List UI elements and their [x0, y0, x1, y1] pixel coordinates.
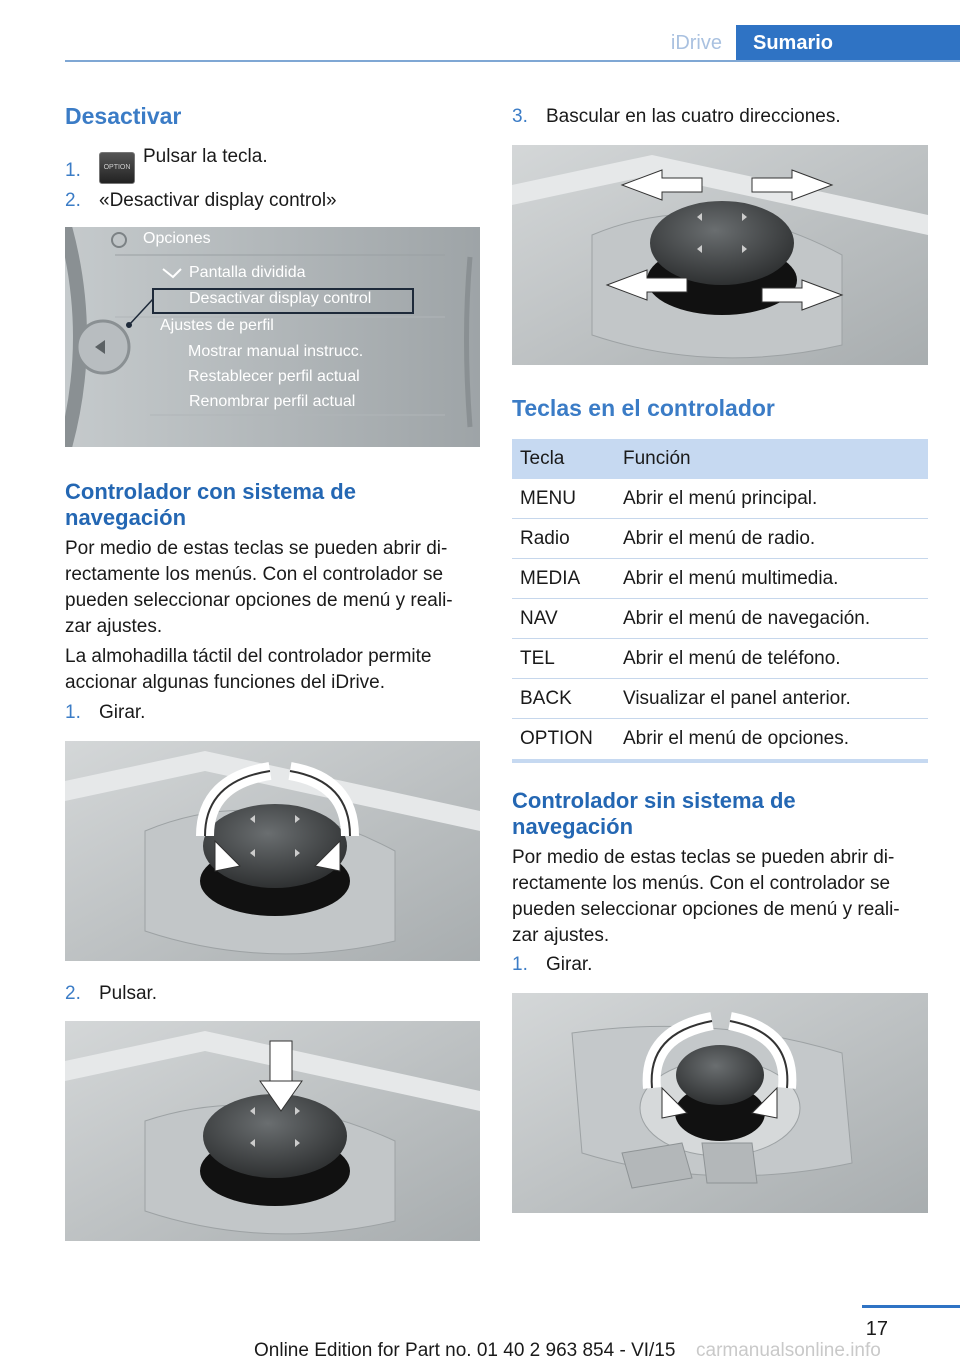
desactivar-heading: Desactivar	[65, 103, 182, 129]
footer-edition: Online Edition for Part no. 01 40 2 963 854 - VI/15	[254, 1340, 676, 1361]
controller-nonav-rotate-figure	[512, 993, 928, 1213]
footer-rule	[862, 1305, 960, 1308]
list-item	[65, 188, 485, 214]
table-row: NAV Abrir el menú de navegación.	[512, 599, 928, 639]
nav-paragraph-2: La almohadilla táctil del controlador permite accionar algunas funciones del iDrive.	[65, 646, 432, 693]
step-number: 1.	[65, 160, 81, 181]
nav-section-heading: Controlador con sistema de navegación	[65, 479, 356, 530]
list-item: 1. Girar.	[65, 702, 146, 723]
keys-section-heading: Teclas en el controlador	[512, 395, 775, 421]
table-header-cell: Función	[623, 448, 691, 469]
table-row: TEL Abrir el menú de teléfono.	[512, 639, 928, 679]
footer-watermark: carmanualsonline.info	[696, 1340, 881, 1361]
option-key-icon: OPTION	[99, 152, 135, 184]
header-tab-sumario[interactable]: Sumario	[736, 25, 960, 61]
list-item: 3. Bascular en las cuatro direcciones.	[512, 106, 841, 127]
table-row: MENU Abrir el menú principal.	[512, 479, 928, 519]
step-number: 2.	[65, 190, 81, 211]
table-header-cell: Tecla	[520, 448, 565, 469]
table-row: MEDIA Abrir el menú multimedia.	[512, 559, 928, 599]
table-row: OPTION Abrir el menú de opciones.	[520, 728, 850, 749]
controller-rotate-figure	[65, 741, 480, 961]
screen-item-mostrar: Mostrar manual instrucc.	[188, 343, 364, 360]
nav-paragraph-1: Por medio de estas teclas se pueden abrir di‐ rectamente los menús. Con el controlador se pueden seleccionar opciones de menú y reali‐ zar ajustes.	[65, 538, 453, 637]
nonav-paragraph-1: Por medio de estas teclas se pueden abrir di‐ rectamente los menús. Con el controlador se pueden seleccionar opciones de menú y reali‐ zar ajustes.	[512, 847, 900, 946]
keys-table	[512, 439, 928, 759]
screen-item-ajustes: Ajustes de perfil	[160, 317, 274, 334]
header-tab-idrive[interactable]: iDrive	[670, 32, 722, 54]
screen-title: Opciones	[143, 230, 211, 247]
page-number: 17	[865, 1318, 888, 1340]
screen-item-desactivar: Desactivar display control	[189, 290, 372, 307]
list-item: 2. Pulsar.	[65, 983, 158, 1004]
nonav-section-heading: Controlador sin sistema de navegación	[512, 788, 796, 839]
table-header-row	[512, 439, 928, 479]
controller-press-figure	[65, 1021, 480, 1241]
screen-item-restablecer: Restablecer perfil actual	[188, 368, 360, 385]
table-row: BACK Visualizar el panel anterior.	[512, 679, 928, 719]
list-item: 1. Girar.	[512, 954, 593, 975]
options-screen-figure	[65, 227, 480, 447]
list-item	[65, 146, 485, 188]
table-end-rule	[512, 759, 928, 763]
step-text: «Desactivar display control»	[99, 190, 337, 211]
screen-item-pantalla-dividida: Pantalla dividida	[189, 264, 306, 281]
controller-tilt-figure	[512, 145, 928, 365]
screen-item-renombrar: Renombrar perfil actual	[189, 393, 356, 410]
table-row: Radio Abrir el menú de radio.	[512, 519, 928, 559]
header-rule	[65, 60, 960, 62]
step-text: Pulsar la tecla.	[143, 146, 268, 167]
